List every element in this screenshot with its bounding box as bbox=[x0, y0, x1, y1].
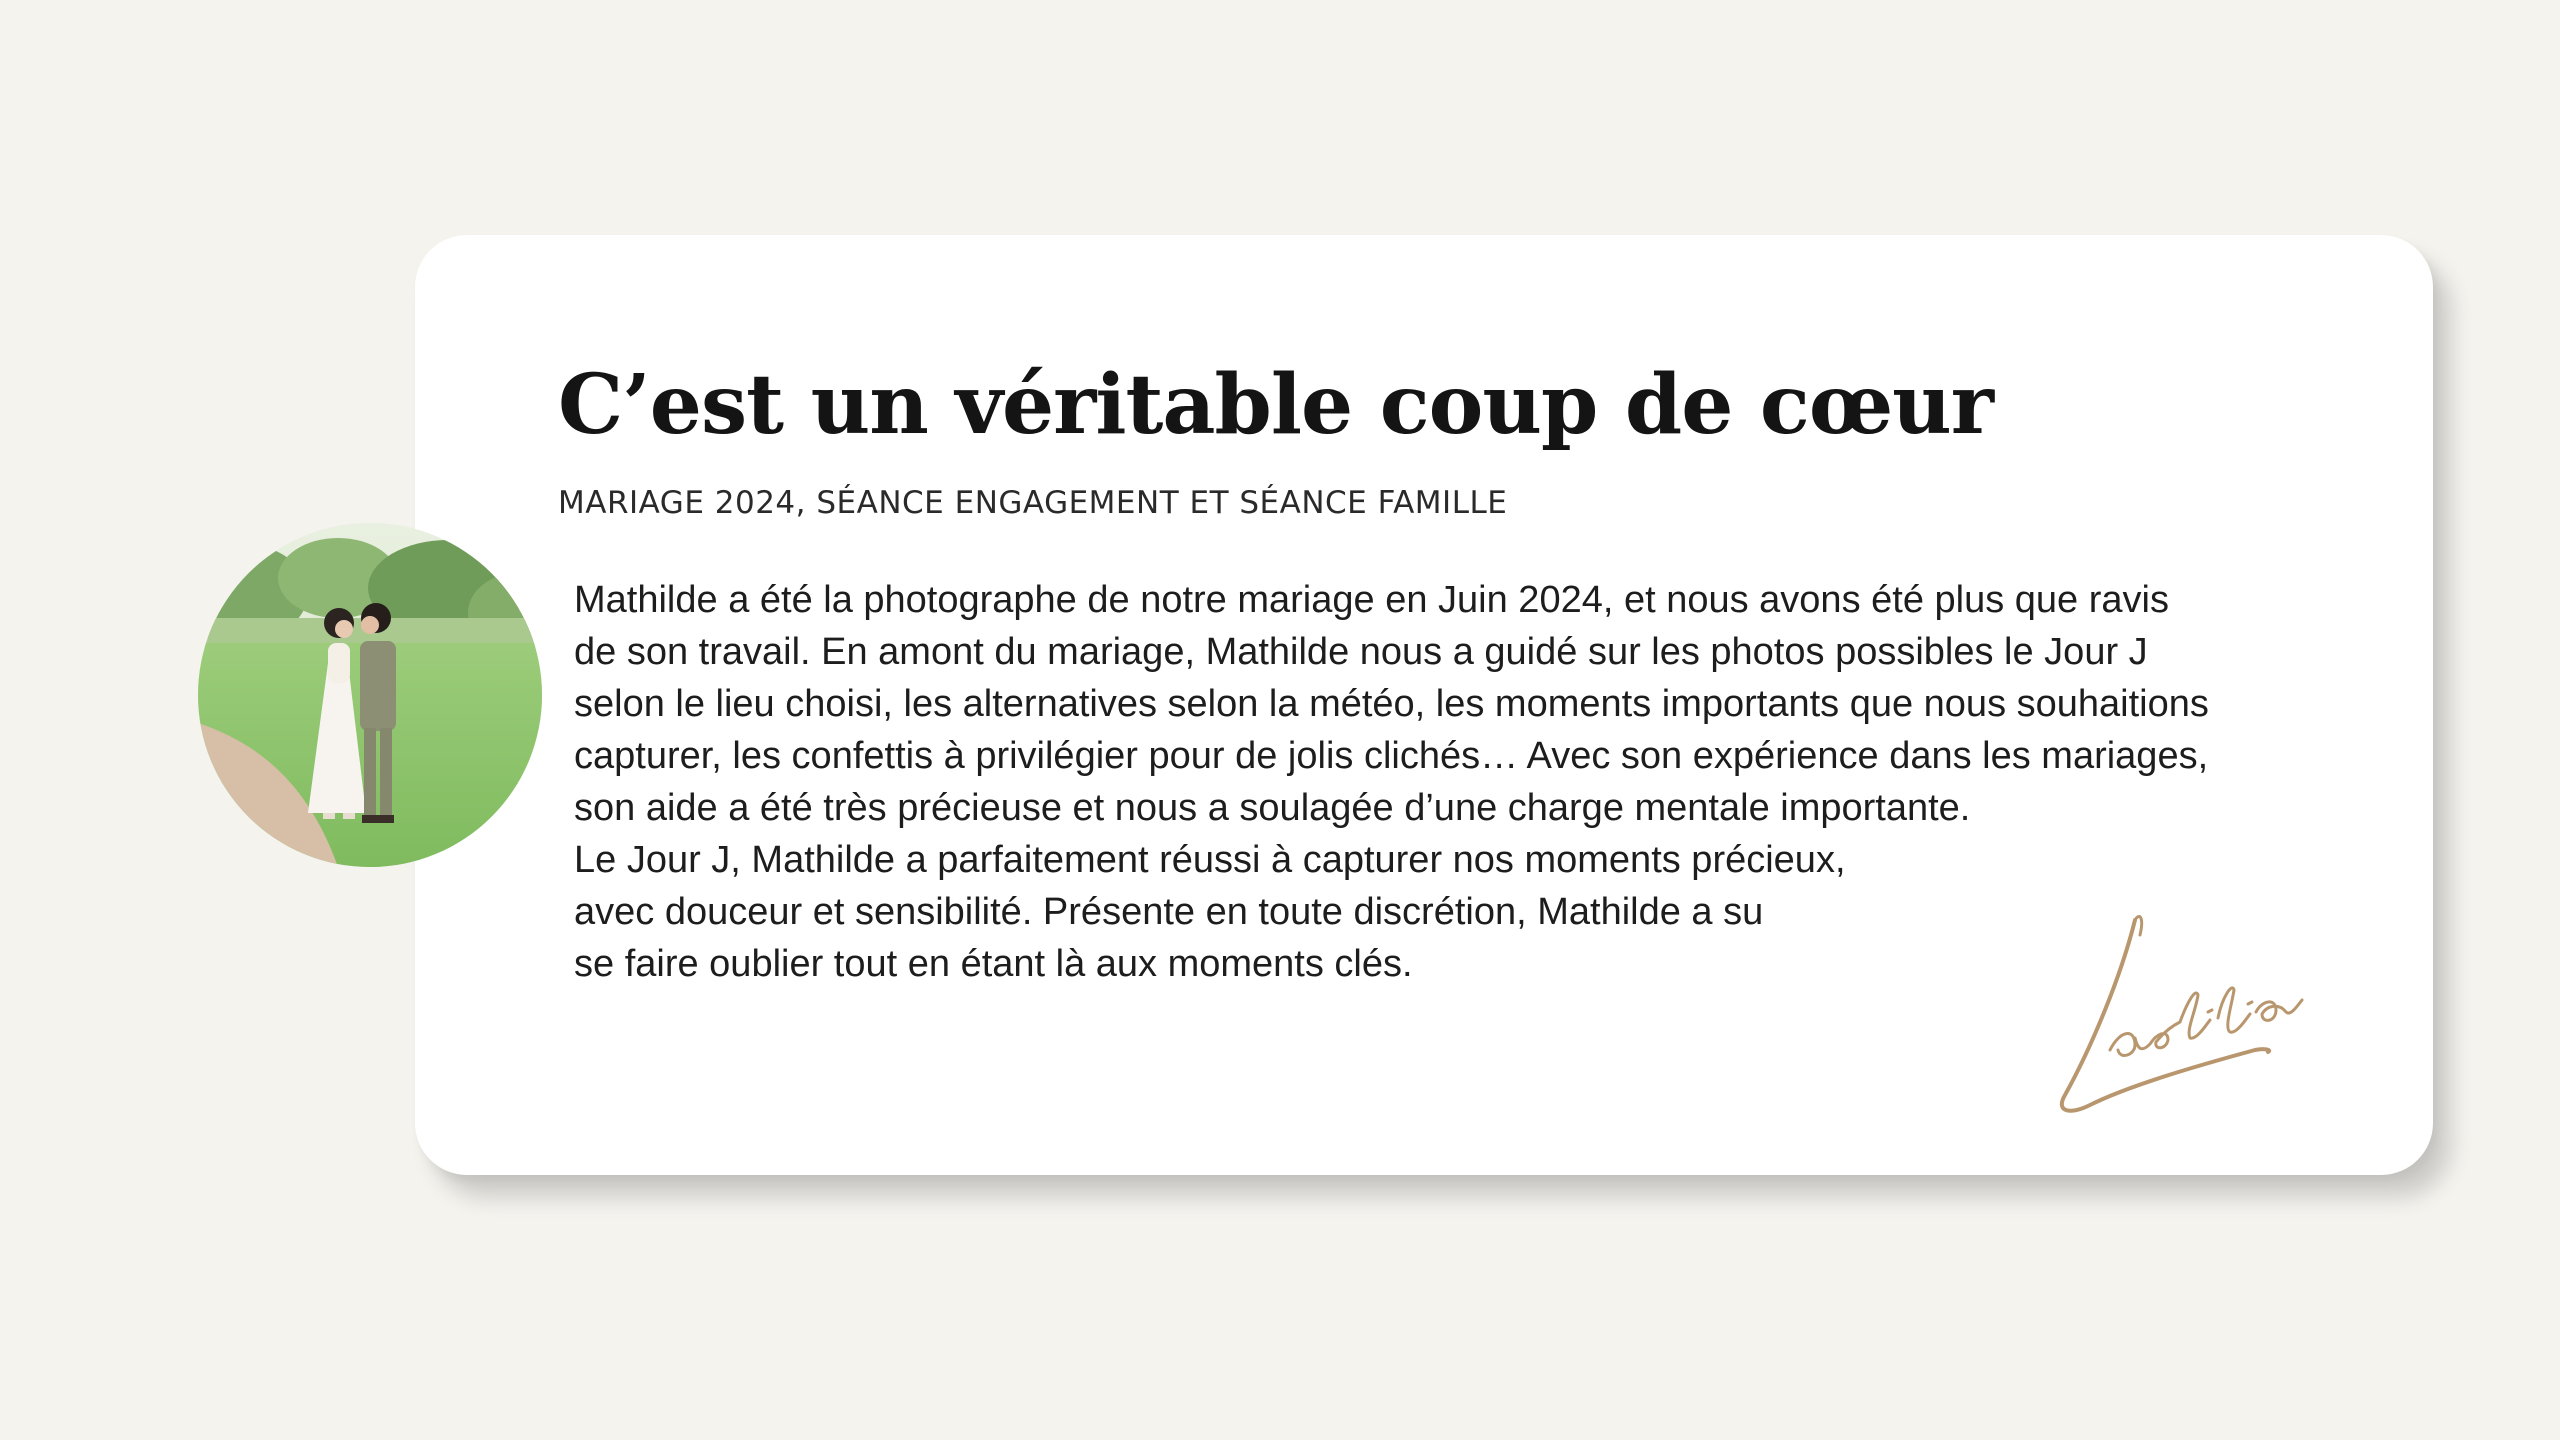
testimonial-body-line: son aide a été très précieuse et nous a soulagée d’une charge mentale importante. bbox=[574, 787, 1971, 829]
testimonial-body-line: selon le lieu choisi, les alternatives selon la météo, les moments importants que nous souhaitions bbox=[574, 683, 2209, 725]
testimonial-body-line: de son travail. En amont du mariage, Mathilde nous a guidé sur les photos possibles le Jour J bbox=[574, 631, 2148, 673]
testimonial-title: C’est un véritable coup de cœur bbox=[558, 357, 1993, 453]
signature-laetitia bbox=[2040, 900, 2340, 1130]
testimonial-body-line: se faire oublier tout en étant là aux moments clés. bbox=[574, 943, 1413, 985]
couple-photo bbox=[198, 523, 542, 867]
testimonial-body-line: Le Jour J, Mathilde a parfaitement réussi à capturer nos moments précieux, bbox=[574, 839, 1846, 881]
testimonial-subtitle: MARIAGE 2024, SÉANCE ENGAGEMENT ET SÉANCE FAMILLE bbox=[558, 485, 1508, 521]
testimonial-body-line: capturer, les confettis à privilégier pour de jolis clichés… Avec son expérience dans les mariages, bbox=[574, 735, 2209, 777]
testimonial-body-line: avec douceur et sensibilité. Présente en toute discrétion, Mathilde a su bbox=[574, 891, 1764, 933]
testimonial-body-line: Mathilde a été la photographe de notre mariage en Juin 2024, et nous avons été plus que ravis bbox=[574, 579, 2169, 621]
